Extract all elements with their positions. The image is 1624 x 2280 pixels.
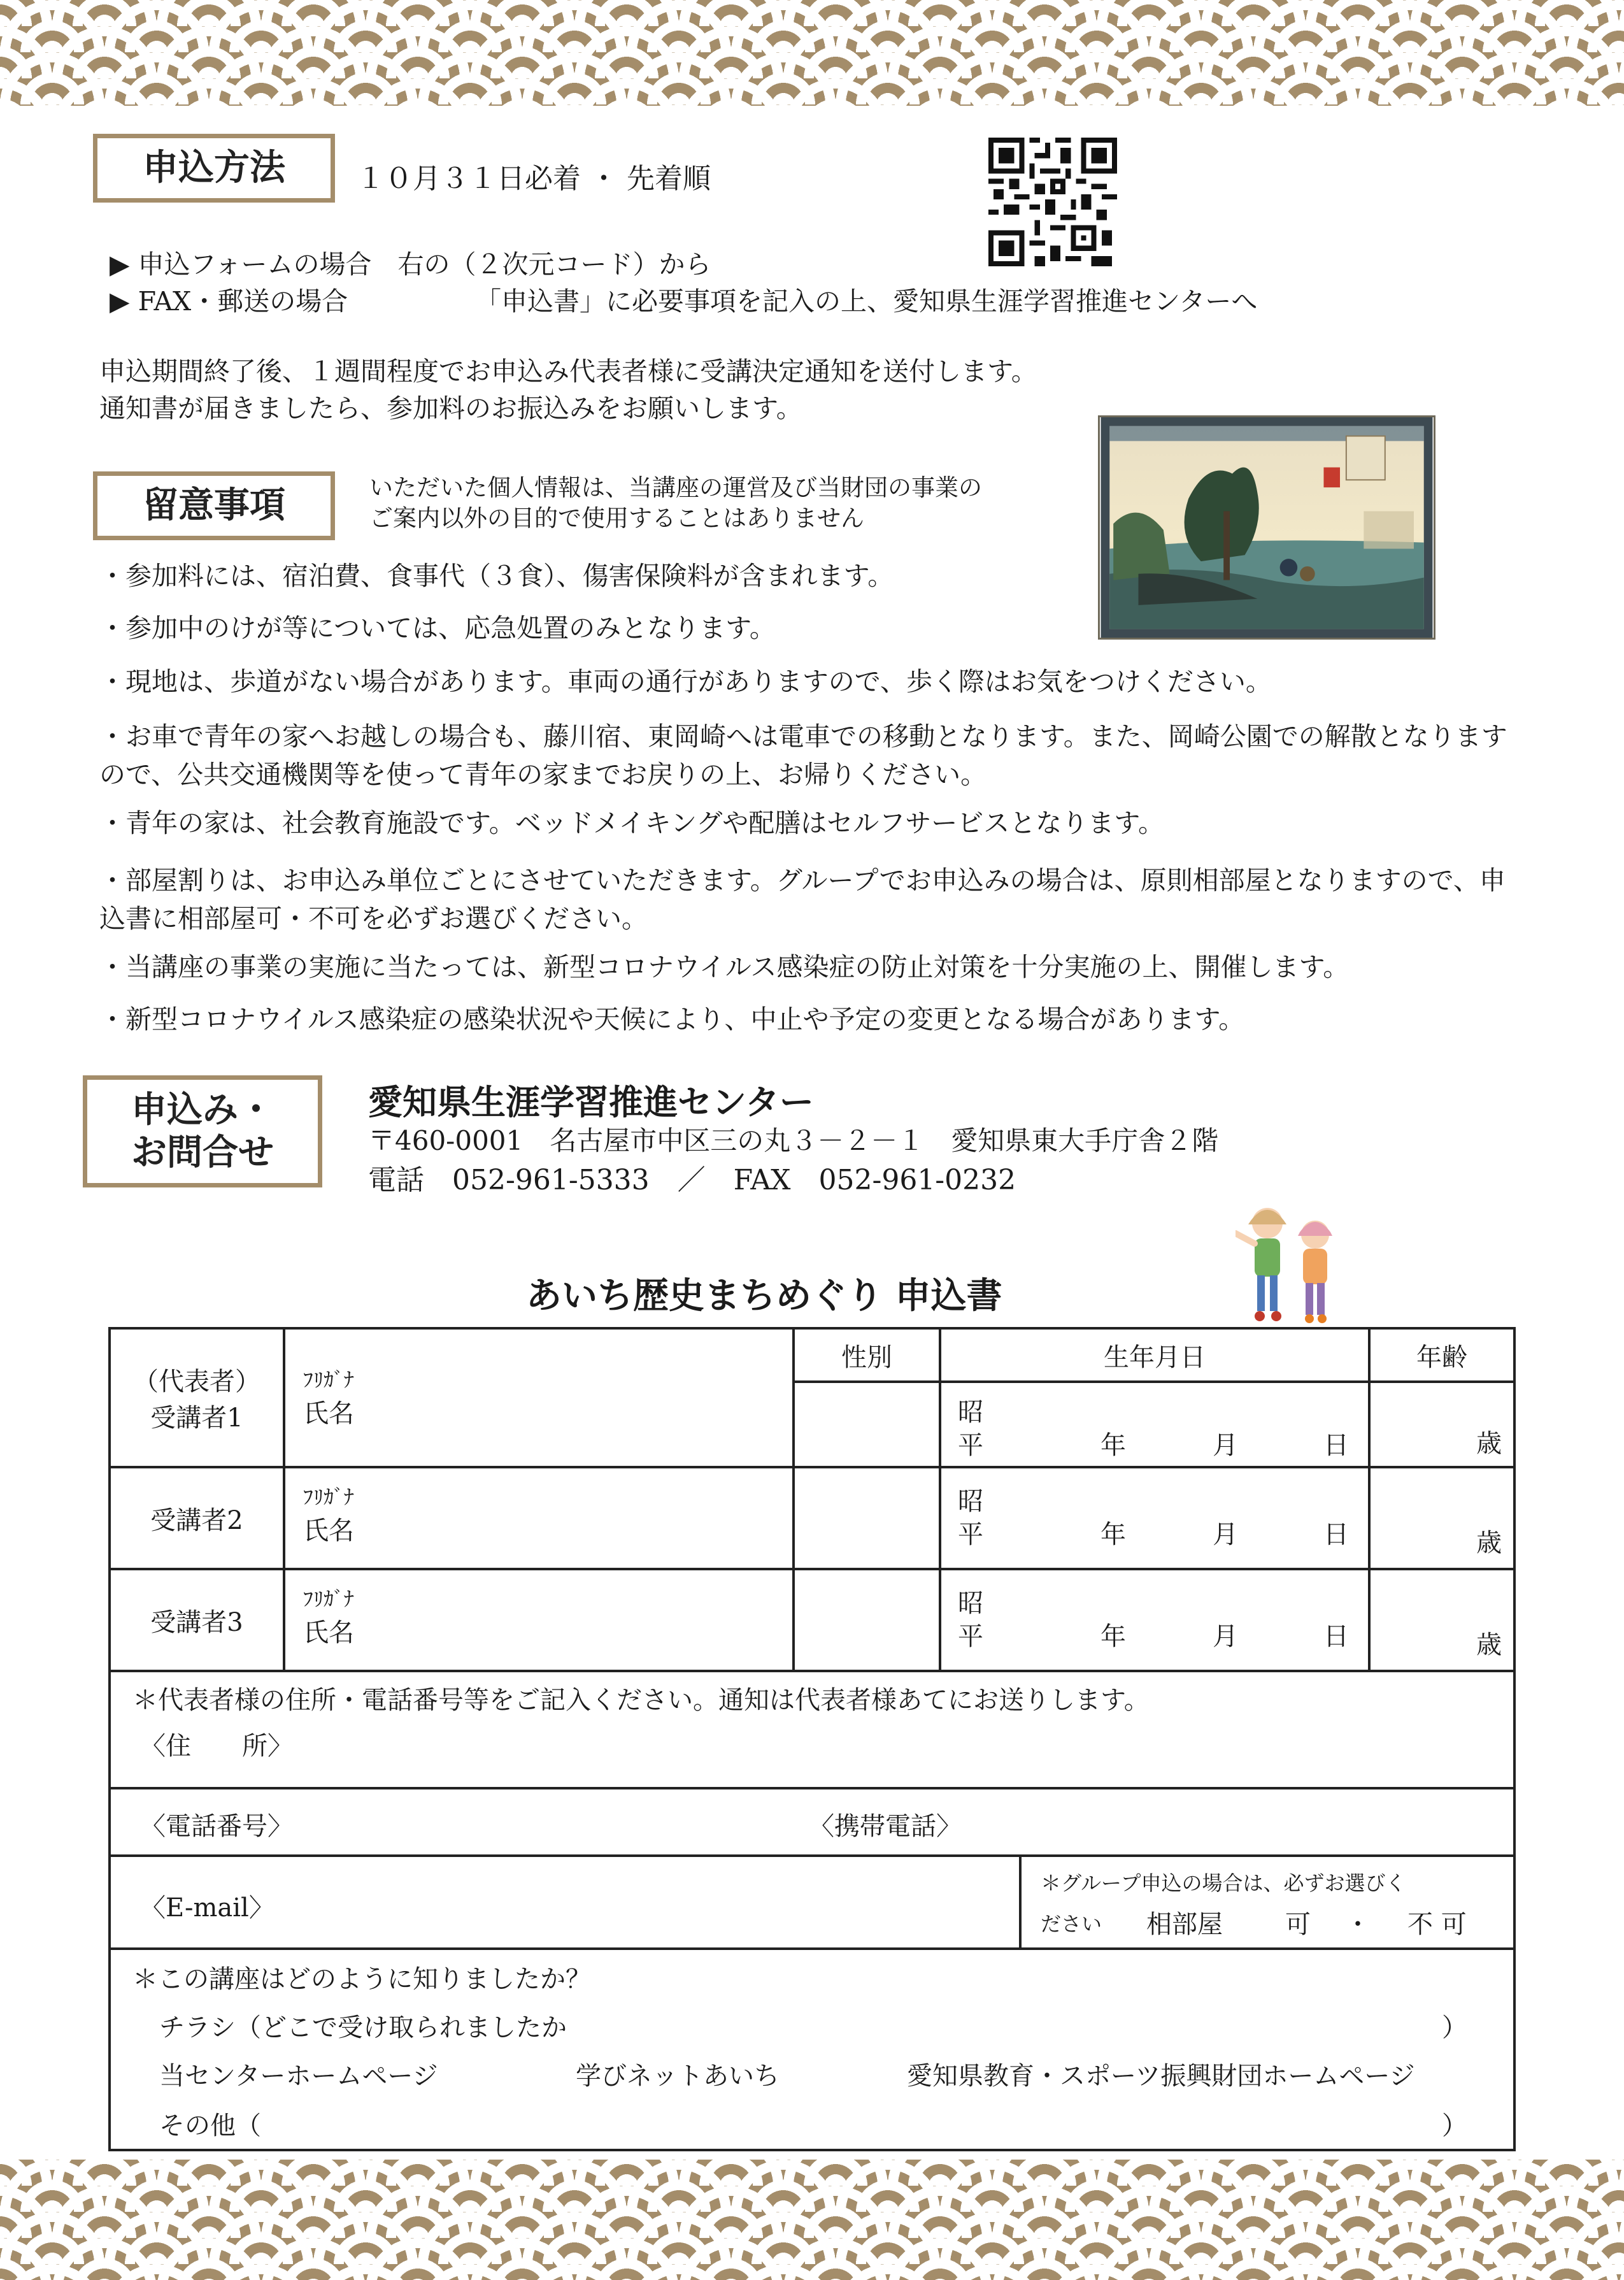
how-question: ＊この講座はどのように知りましたか？ bbox=[132, 1965, 591, 1994]
address-field[interactable] bbox=[110, 1671, 1514, 1788]
row1-label-bottom: 受講者1 bbox=[150, 1403, 243, 1433]
notice-line-2: 通知書が届きましたら、参加料のお振込みをお願いします。 bbox=[99, 393, 802, 424]
contact-phone: 電話 052-961-5333 ／ FAX 052-961-0232 bbox=[368, 1164, 1016, 1196]
age-field-1[interactable] bbox=[1369, 1382, 1514, 1467]
age-field-3[interactable] bbox=[1369, 1569, 1514, 1671]
contact-label bbox=[83, 1075, 322, 1187]
row1-label-cell bbox=[110, 1328, 284, 1467]
name-label: 氏名 bbox=[303, 1399, 354, 1428]
how-zaidan-option[interactable]: 愛知県教育・スポーツ振興財団ホームページ bbox=[907, 2061, 1415, 2091]
bottom-wave-border bbox=[0, 2160, 1624, 2280]
contact-label-line2: お問合せ bbox=[131, 1131, 274, 1173]
note-item: ・部屋割りは、お申込み単位ごとにさせていただきます。グループでお申込みの場合は、原則相部屋となりますので、申込書に相部屋可・不可を必ずお選びください。 bbox=[99, 865, 1506, 934]
address-label: 〈住 所〉 bbox=[140, 1732, 293, 1761]
month-label: 月 bbox=[1213, 1622, 1238, 1651]
day-label: 日 bbox=[1323, 1520, 1349, 1549]
deadline-text: １０月３１日必着 ・ 先着順 bbox=[357, 162, 711, 195]
age-unit: 歳 bbox=[1476, 1528, 1502, 1558]
era-heisei: 平 bbox=[958, 1431, 983, 1460]
room-ok-option[interactable]: 可 bbox=[1285, 1910, 1311, 1939]
form-title: あいち歴史まちめぐり 申込書 bbox=[526, 1275, 1002, 1317]
group-room-field[interactable] bbox=[1022, 1857, 1516, 1947]
furigana-label: ﾌﾘｶﾞﾅ bbox=[303, 1587, 355, 1611]
group-note-2: ださい bbox=[1041, 1912, 1102, 1936]
how-manabi-option[interactable]: 学びネットあいち bbox=[576, 2061, 780, 2091]
kids-hiking-illustration bbox=[1236, 1198, 1350, 1325]
header-birth: 生年月日 bbox=[940, 1328, 1369, 1382]
row1-label-top: （代表者） bbox=[133, 1367, 260, 1396]
room-label: 相部屋 bbox=[1146, 1910, 1223, 1939]
birth-field-1[interactable] bbox=[940, 1382, 1369, 1467]
age-unit: 歳 bbox=[1476, 1429, 1502, 1458]
age-unit: 歳 bbox=[1476, 1630, 1502, 1660]
era-heisei: 平 bbox=[958, 1520, 983, 1549]
room-separator: ・ bbox=[1345, 1910, 1371, 1939]
note-item: ・当講座の事業の実施に当たっては、新型コロナウイルス感染症の防止対策を十分実施の上、開催します。 bbox=[99, 952, 1350, 982]
how-known-field bbox=[110, 1949, 1514, 2150]
era-heisei: 平 bbox=[958, 1622, 983, 1651]
how-flyer-option[interactable]: チラシ（どこで受け取られましたか bbox=[159, 2013, 567, 2042]
privacy-note-2: ご案内以外の目的で使用することはありません bbox=[369, 505, 864, 532]
era-showa: 昭 bbox=[958, 1398, 983, 1427]
header-gender: 性別 bbox=[794, 1328, 940, 1382]
contact-org: 愛知県生涯学習推進センター bbox=[368, 1082, 814, 1122]
note-item: ・お車で青年の家へお越しの場合も、藤川宿、東岡崎へは電車での移動となります。また、岡崎公園での解散となりますので、公共交通機関等を使って青年の家までお戻りの上、お帰りください。 bbox=[99, 721, 1507, 790]
room-ng-option[interactable]: 不 可 bbox=[1407, 1910, 1467, 1939]
ukiyoe-print-image bbox=[1098, 415, 1435, 640]
year-label: 年 bbox=[1100, 1431, 1126, 1460]
gender-field-1[interactable] bbox=[794, 1382, 940, 1467]
birth-field-2[interactable] bbox=[940, 1467, 1369, 1569]
phone-field[interactable] bbox=[110, 1788, 1514, 1856]
email-label: 〈E-mail〉 bbox=[140, 1893, 274, 1923]
year-label: 年 bbox=[1100, 1520, 1126, 1549]
name-field-1[interactable] bbox=[284, 1328, 794, 1467]
how-flyer-close: ） bbox=[1442, 2013, 1467, 2042]
method-label: 申込方法 bbox=[93, 134, 335, 203]
email-field[interactable] bbox=[111, 1857, 1022, 1947]
note-item: ・新型コロナウイルス感染症の感染状況や天候により、中止や予定の変更となる場合があります。 bbox=[99, 1004, 1245, 1035]
privacy-note-1: いただいた個人情報は、当講座の運営及び当財団の事業の bbox=[369, 474, 982, 501]
name-field-3[interactable] bbox=[284, 1569, 794, 1671]
top-wave-border bbox=[0, 0, 1624, 106]
gender-field-2[interactable] bbox=[794, 1467, 940, 1569]
year-label: 年 bbox=[1100, 1622, 1126, 1651]
month-label: 月 bbox=[1213, 1431, 1238, 1460]
note-item: ・参加料には、宿泊費、食事代（３食）、傷害保険料が含まれます。 bbox=[99, 561, 894, 591]
birth-field-3[interactable] bbox=[940, 1569, 1369, 1671]
application-form-table bbox=[108, 1327, 1516, 2151]
notes-label: 留意事項 bbox=[93, 471, 335, 540]
era-showa: 昭 bbox=[958, 1487, 983, 1516]
note-item: ・青年の家は、社会教育施設です。ベッドメイキングや配膳はセルフサービスとなります。 bbox=[99, 808, 1164, 838]
row2-label-cell: 受講者2 bbox=[110, 1467, 284, 1569]
note-item: ・参加中のけが等については、応急処置のみとなります。 bbox=[99, 613, 776, 643]
furigana-label: ﾌﾘｶﾞﾅ bbox=[303, 1485, 355, 1509]
gender-field-3[interactable] bbox=[794, 1569, 940, 1671]
furigana-label: ﾌﾘｶﾞﾅ bbox=[303, 1368, 355, 1392]
how-center-site-option[interactable]: 当センターホームページ bbox=[159, 2061, 438, 2091]
form-instruction: ▶ 申込フォームの場合 右の（２次元コード）から bbox=[110, 249, 711, 280]
contact-label-line1: 申込み・ bbox=[131, 1088, 274, 1131]
note-item: ・現地は、歩道がない場合があります。車両の通行がありますので、歩く際はお気をつけください。 bbox=[99, 666, 1272, 697]
age-field-2[interactable] bbox=[1369, 1467, 1514, 1569]
name-field-2[interactable] bbox=[284, 1467, 794, 1569]
era-showa: 昭 bbox=[958, 1589, 983, 1618]
email-group-row bbox=[110, 1856, 1514, 1949]
qr-code-icon[interactable] bbox=[988, 138, 1117, 266]
address-note: ＊代表者様の住所・電話番号等をご記入ください。通知は代表者様あてにお送りします。 bbox=[132, 1686, 1150, 1715]
group-note: ＊グループ申込の場合は、必ずお選びく bbox=[1041, 1871, 1406, 1895]
month-label: 月 bbox=[1213, 1520, 1238, 1549]
mobile-label: 〈携帯電話〉 bbox=[809, 1812, 962, 1841]
notice-line-1: 申込期間終了後、１週間程度でお申込み代表者様に受講決定通知を送付します。 bbox=[99, 356, 1037, 387]
name-label: 氏名 bbox=[303, 1516, 354, 1545]
fax-instruction-text: 「申込書」に必要事項を記入の上、愛知県生涯学習推進センターへ bbox=[475, 286, 1258, 317]
how-other-option[interactable]: その他（ bbox=[159, 2111, 261, 2140]
name-label: 氏名 bbox=[303, 1618, 354, 1647]
fax-instruction-label: ▶ FAX・郵送の場合 bbox=[110, 286, 348, 317]
phone-label: 〈電話番号〉 bbox=[140, 1812, 293, 1841]
day-label: 日 bbox=[1323, 1431, 1349, 1460]
day-label: 日 bbox=[1323, 1622, 1349, 1651]
contact-address: 〒460-0001 名古屋市中区三の丸３－２－１ 愛知県東大手庁舎２階 bbox=[368, 1125, 1219, 1156]
header-age: 年齢 bbox=[1369, 1328, 1514, 1382]
how-other-close: ） bbox=[1442, 2111, 1467, 2140]
row3-label-cell: 受講者3 bbox=[110, 1569, 284, 1671]
